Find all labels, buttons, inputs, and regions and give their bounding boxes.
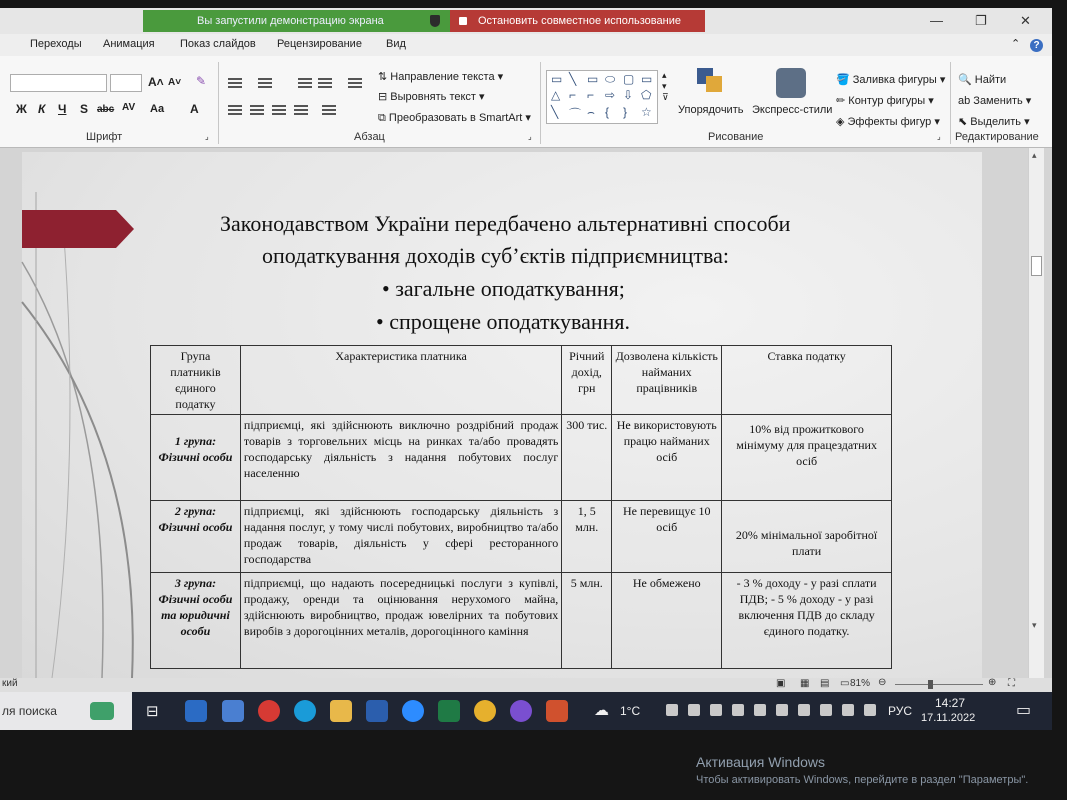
title-bar xyxy=(0,8,1052,34)
table-header-row xyxy=(151,346,892,415)
text-direction-label: Направление текста xyxy=(390,71,495,83)
viber-icon[interactable] xyxy=(510,700,532,722)
tab-review[interactable]: Рецензирование xyxy=(277,38,362,50)
paragraph-dialog-icon[interactable]: ⌟ xyxy=(528,132,532,141)
activation-watermark: Активация Windows xyxy=(696,754,826,770)
zoom-in-icon[interactable]: ⊕ xyxy=(988,677,997,688)
slide-sorter-icon[interactable]: ▦ xyxy=(800,678,810,689)
separator xyxy=(950,62,951,144)
table-row xyxy=(151,415,892,501)
table-row xyxy=(151,501,892,573)
decrease-indent-icon[interactable] xyxy=(298,78,312,90)
single-tax-table xyxy=(150,345,892,669)
stop-sharing-button[interactable] xyxy=(450,10,705,32)
search-highlight-icon xyxy=(90,702,114,720)
shapes-gallery[interactable]: ▭ ╲ ▭ ⬭ ▢ ▭ △ ⌐ ⌐ ⇨ ⇩ ⬠ ╲ ⌒ ⌢ { } ☆ xyxy=(546,70,658,124)
edge-icon[interactable] xyxy=(294,700,316,722)
italic-icon[interactable]: К xyxy=(38,102,46,116)
font-size-input[interactable] xyxy=(110,74,142,92)
tray-icon[interactable] xyxy=(732,704,744,716)
workers-cell: Не обмежено xyxy=(612,573,722,669)
font-group-label: Шрифт xyxy=(86,131,123,143)
fit-slide-icon[interactable]: ⛶ xyxy=(1008,678,1015,689)
slide-bullet-simplified: • спрощене оподаткування. xyxy=(376,309,631,334)
numbering-icon[interactable] xyxy=(258,78,272,90)
char-spacing-icon[interactable]: AV xyxy=(122,102,136,113)
rate-cell: 10% від прожиткового мінімуму для працездатних осіб xyxy=(722,415,892,501)
vertical-scrollbar[interactable] xyxy=(1028,148,1044,678)
task-view-icon[interactable]: ⊟ xyxy=(146,703,159,720)
header-workers: Дозволена кількість найманих працівників xyxy=(612,346,722,415)
arrange-icon[interactable] xyxy=(697,68,727,98)
chrome-icon[interactable] xyxy=(474,700,496,722)
increase-indent-icon[interactable] xyxy=(318,78,332,90)
bluetooth-icon[interactable] xyxy=(776,704,788,716)
group-cell: 3 група: Фізичні особи та юридичні особи xyxy=(151,573,241,669)
zoom-slider-thumb[interactable] xyxy=(928,680,933,689)
drawing-dialog-icon[interactable]: ⌟ xyxy=(937,132,941,141)
monitor-screen xyxy=(0,8,1052,786)
scroll-thumb[interactable] xyxy=(1031,256,1042,276)
income-cell: 5 млн. xyxy=(562,573,612,669)
slideshow-icon[interactable]: ▭ xyxy=(840,678,850,689)
description-cell: підприємці, які здійснюють виключно роздрібний продаж товарів з торговельних місць на ринках та/або провадять господарську діяльність з надання побутових послуг населенню xyxy=(240,415,561,501)
powerpoint-icon[interactable] xyxy=(546,700,568,722)
tab-slideshow[interactable]: Показ слайдов xyxy=(180,38,256,50)
slide[interactable] xyxy=(22,152,982,678)
justify-icon[interactable] xyxy=(294,105,308,117)
stop-icon xyxy=(459,17,467,25)
input-language[interactable]: РУС xyxy=(888,704,913,718)
windows-taskbar xyxy=(0,692,1052,730)
title-accent-flag xyxy=(22,210,134,248)
network-icon[interactable] xyxy=(864,704,876,716)
shape-fill-label: Заливка фигуры xyxy=(852,74,937,86)
smartart-button[interactable]: ⧉ Преобразовать в SmartArt ▾ xyxy=(378,112,531,124)
scroll-down-icon[interactable]: ▾ xyxy=(1032,620,1037,630)
status-bar xyxy=(0,678,1052,692)
zoom-slider[interactable] xyxy=(895,684,983,685)
income-cell: 1, 5 млн. xyxy=(562,501,612,573)
slide-title-line2: оподаткування доходів суб’єктів підприємництва: xyxy=(262,243,729,268)
replace-label: Заменить xyxy=(973,95,1023,107)
header-rate: Ставка податку xyxy=(722,346,892,415)
shape-outline-button[interactable]: ✏ Контур фигуры ▾ xyxy=(836,95,934,107)
clock-time[interactable]: 14:27 xyxy=(935,696,966,710)
tray-icon[interactable] xyxy=(666,704,678,716)
mail-icon[interactable] xyxy=(185,700,207,722)
help-icon[interactable]: ? xyxy=(1030,39,1043,52)
weather-temp[interactable]: 1°C xyxy=(620,704,641,718)
ribbon xyxy=(0,56,1052,148)
font-dialog-icon[interactable]: ⌟ xyxy=(205,132,209,141)
stop-sharing-label: Остановить совместное использование xyxy=(478,15,681,27)
align-text-label: Выровнять текст xyxy=(390,91,476,103)
status-language: кий xyxy=(2,678,18,689)
group-cell: 1 група: Фізичні особи xyxy=(151,415,241,501)
align-left-icon[interactable] xyxy=(228,105,242,117)
shape-effects-button[interactable]: ◈ Эффекты фигур ▾ xyxy=(836,116,940,128)
shadow-icon[interactable]: S xyxy=(80,102,89,116)
columns-icon[interactable] xyxy=(322,105,336,117)
close-icon[interactable]: ✕ xyxy=(1020,13,1031,28)
smartart-label: Преобразовать в SmartArt xyxy=(388,112,523,124)
income-cell: 300 тис. xyxy=(562,415,612,501)
reading-view-icon[interactable]: ▤ xyxy=(820,678,830,689)
shape-fill-button[interactable]: 🪣 Заливка фигуры ▾ xyxy=(836,74,946,86)
app-icon[interactable] xyxy=(258,700,280,722)
workers-cell: Не використовують працю найманих осіб xyxy=(612,415,722,501)
header-characteristic: Характеристика платника xyxy=(240,346,561,415)
find-label: Найти xyxy=(974,74,1007,86)
quick-styles-button[interactable]: Экспресс-стили xyxy=(752,104,833,116)
arrange-button[interactable]: Упорядочить xyxy=(678,104,744,116)
rate-cell: 20% мінімальної заробітної плати xyxy=(722,501,892,573)
normal-view-icon[interactable]: ▣ xyxy=(776,678,786,689)
clear-format-icon[interactable]: ✎ xyxy=(196,74,207,88)
excel-icon[interactable] xyxy=(438,700,460,722)
microphone-icon[interactable] xyxy=(710,704,722,716)
word-icon[interactable] xyxy=(366,700,388,722)
scroll-up-icon[interactable]: ▴ xyxy=(1032,150,1037,160)
activation-watermark-hint: Чтобы активировать Windows, перейдите в раздел "Параметры". xyxy=(696,774,1029,786)
header-income: Річний дохід, грн xyxy=(562,346,612,415)
shape-outline-label: Контур фигуры xyxy=(848,95,926,107)
zoom-level[interactable]: 81% xyxy=(850,678,871,689)
align-text-button[interactable]: ⊟ Выровнять текст ▾ xyxy=(378,91,485,103)
screen-share-indicator xyxy=(143,10,450,32)
zoom-icon[interactable] xyxy=(402,700,424,722)
description-cell: підприємці, що надають посередницькі послуги з купівлі, продажу, оренди та оцінювання нерухомого майна, здійснюють виробництво, продаж ювелірних та побутових виробів з дорогоцінних металів, дорогоцінного каміння xyxy=(240,573,561,669)
group-cell: 2 група: Фізичні особи xyxy=(151,501,241,573)
file-explorer-icon[interactable] xyxy=(330,700,352,722)
zoom-out-icon[interactable]: ⊖ xyxy=(878,677,887,688)
tab-animations[interactable]: Анимация xyxy=(103,38,155,50)
table-row xyxy=(151,573,892,669)
tab-transitions[interactable]: Переходы xyxy=(30,38,82,50)
separator xyxy=(218,62,219,144)
select-button[interactable]: ⬉ Выделить ▾ xyxy=(958,116,1030,128)
collapse-ribbon-icon[interactable]: ⌃ xyxy=(1011,38,1021,50)
grow-font-icon[interactable]: A˄ xyxy=(148,75,164,89)
ribbon-tabs xyxy=(0,34,1052,56)
underline-icon[interactable]: Ч xyxy=(58,102,67,116)
replace-button[interactable]: ab Заменить ▾ xyxy=(958,95,1032,107)
rate-cell: - 3 % доходу - у разі сплати ПДВ; - 5 % доходу - у разі включення ПДВ до складу єдиного податку. xyxy=(722,573,892,669)
volume-icon[interactable] xyxy=(842,704,854,716)
tray-icon[interactable] xyxy=(754,704,766,716)
minimize-icon[interactable]: — xyxy=(930,13,943,28)
bullets-icon[interactable] xyxy=(228,78,242,90)
separator xyxy=(540,62,541,144)
select-label: Выделить xyxy=(970,116,1022,128)
find-button[interactable]: 🔍 Найти xyxy=(958,74,1007,86)
strikethrough-icon[interactable]: abc xyxy=(97,104,115,115)
font-color-icon[interactable]: A xyxy=(190,102,199,116)
restore-icon[interactable]: ❐ xyxy=(975,13,987,28)
workers-cell: Не перевищує 10 осіб xyxy=(612,501,722,573)
change-case-icon[interactable]: Aa xyxy=(150,103,165,115)
drawing-group-label: Рисование xyxy=(708,131,764,143)
notifications-icon[interactable]: ▭ xyxy=(1016,702,1032,719)
slide-title-line1: Законодавством України передбачено альтернативні способи xyxy=(220,211,791,236)
tray-icon[interactable] xyxy=(688,704,700,716)
header-group: Група платників єдиного податку xyxy=(151,346,241,415)
taskbar-search[interactable] xyxy=(0,692,132,730)
align-right-icon[interactable] xyxy=(272,105,286,117)
tray-icon[interactable] xyxy=(798,704,810,716)
shrink-font-icon[interactable]: A˅ xyxy=(168,77,182,88)
shape-effects-label: Эффекты фигур xyxy=(847,116,932,128)
store-icon[interactable] xyxy=(222,700,244,722)
paragraph-group-label: Абзац xyxy=(354,131,385,143)
slide-bullet-general: • загальне оподаткування; xyxy=(382,276,625,301)
line-spacing-icon[interactable] xyxy=(348,78,362,90)
tab-view[interactable]: Вид xyxy=(386,38,406,50)
align-center-icon[interactable] xyxy=(250,105,264,117)
description-cell: підприємці, які здійснюють господарську діяльність з надання послуг, у тому числі побутових, виробництво та/або продаж товарів, діяльність у сфері ресторанного господарства xyxy=(240,501,561,573)
font-name-input[interactable] xyxy=(10,74,107,92)
clock-date[interactable]: 17.11.2022 xyxy=(921,712,976,724)
gallery-scroll-icon[interactable]: ▴ ▾ ⊽ xyxy=(662,70,669,102)
bold-icon[interactable]: Ж xyxy=(16,102,27,116)
screen-share-text: Вы запустили демонстрацию экрана xyxy=(197,15,384,27)
shield-icon xyxy=(430,15,440,27)
text-direction-button[interactable]: ⇅ Направление текста ▾ xyxy=(378,71,504,83)
weather-icon[interactable]: ☁ xyxy=(594,702,609,719)
editing-group-label: Редактирование xyxy=(955,131,1039,143)
battery-icon[interactable] xyxy=(820,704,832,716)
search-placeholder: ля поиска xyxy=(2,704,57,718)
quick-styles-icon[interactable] xyxy=(776,68,806,98)
